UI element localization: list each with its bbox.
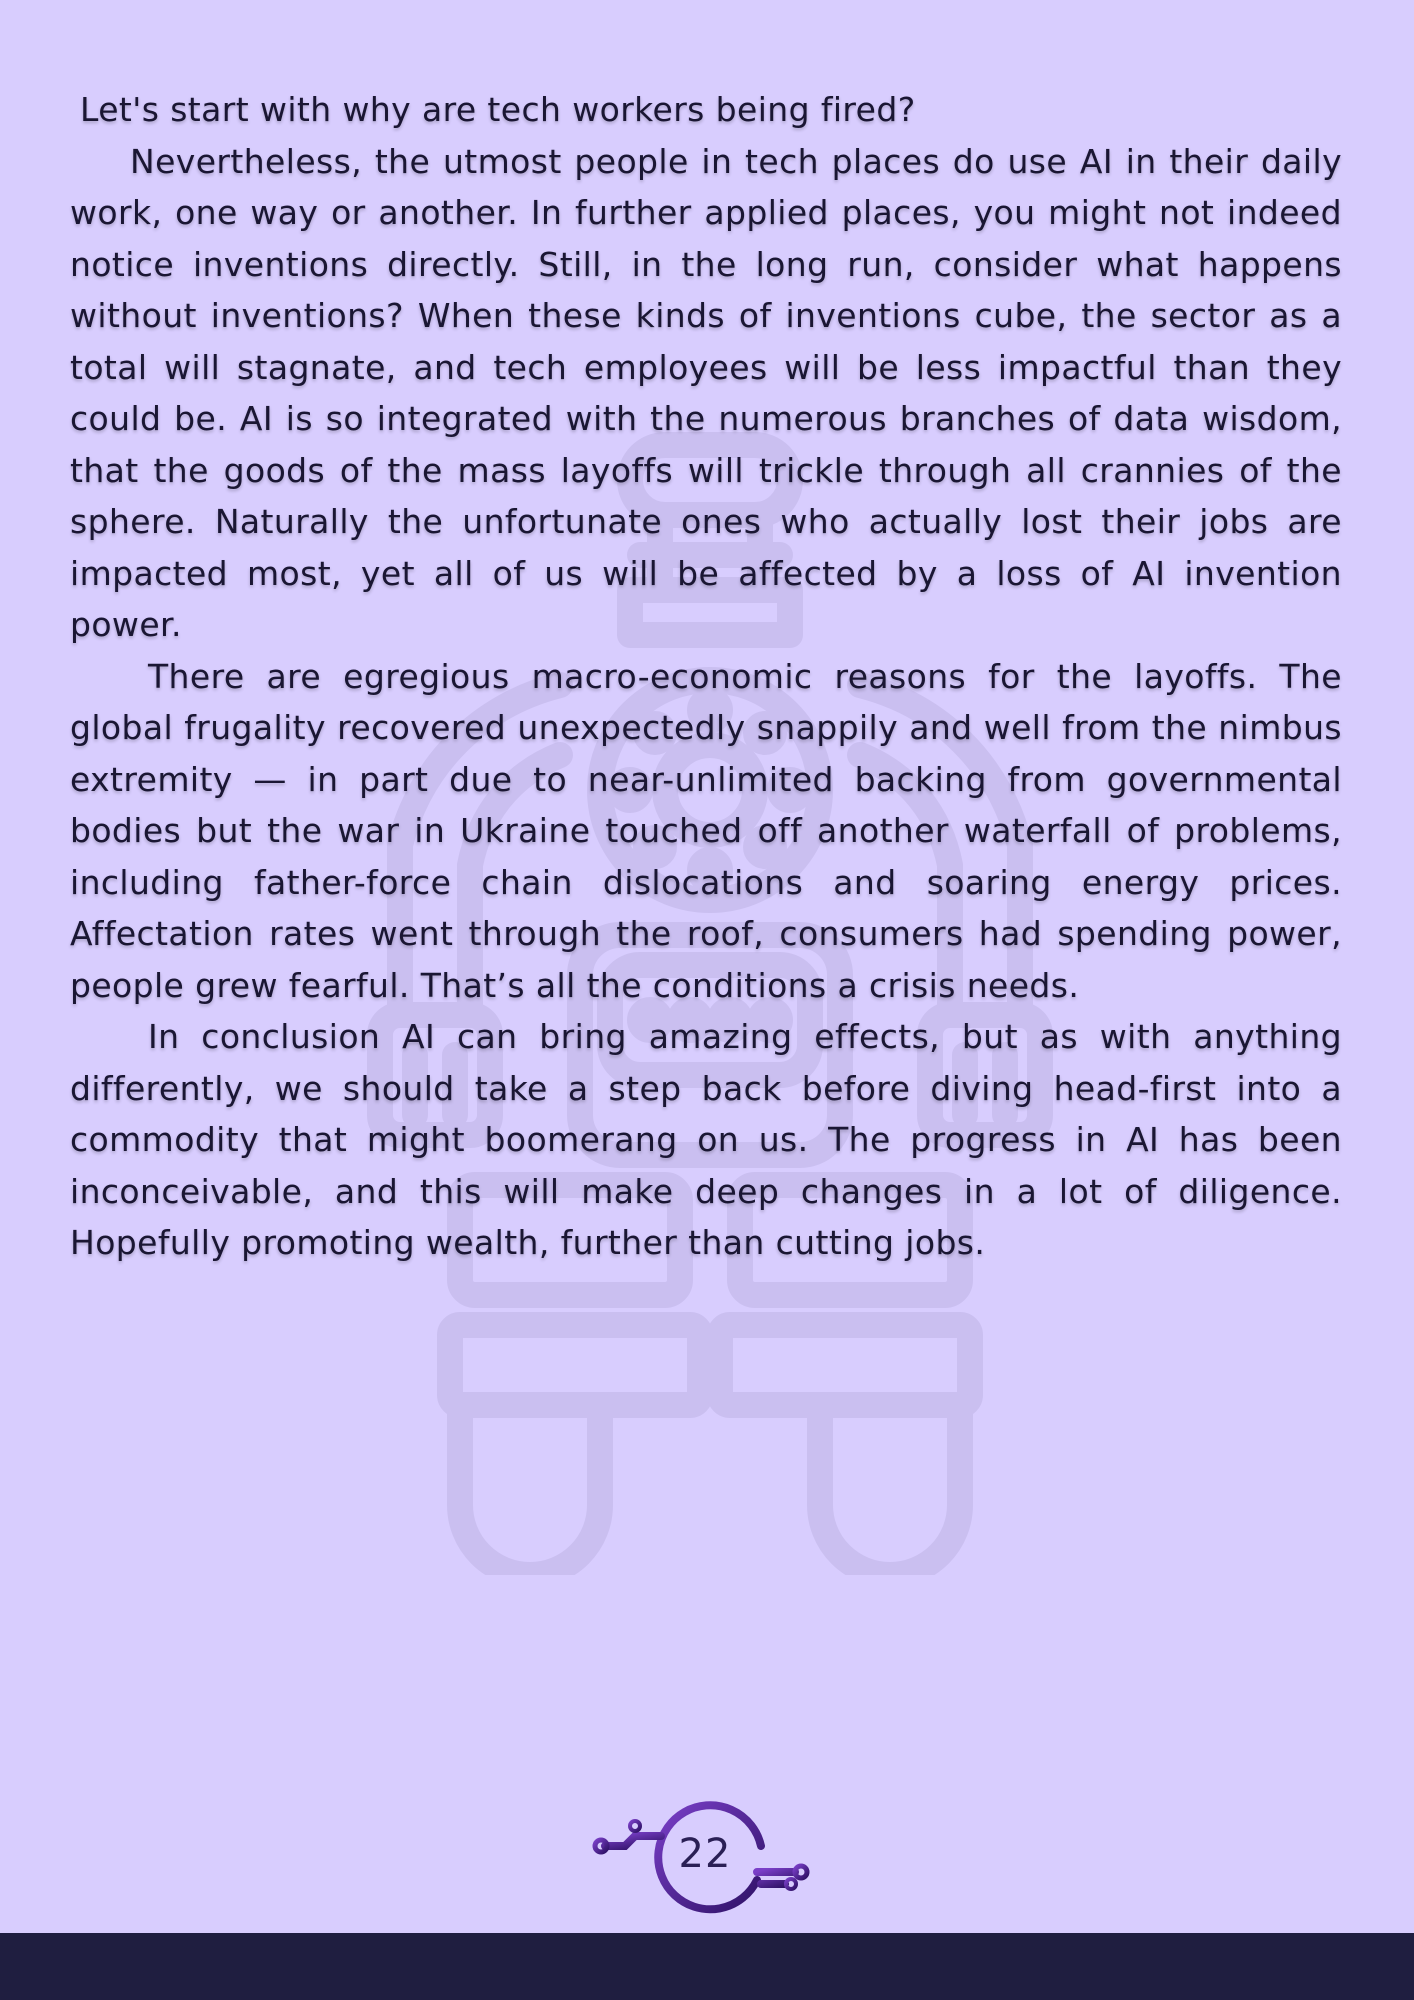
paragraph: Nevertheless, the utmost people in tech places do use AI in their daily work, one way or another. In further applied places, you might not indeed notice inventions directly. Still, in the long run, consider what happens without inventions? When these kinds of inventions cube, the sector as a total will stagnate, and tech employees will be less impactful than they could be. AI is so integrated with the numerous branches of data wisdom, that the goods of the mass layoffs will trickle through all crannies of the sphere. Naturally the unfortunate ones who actually lost their jobs are impacted most, yet all of us will be affected by a loss of AI invention power.	[70, 141, 1342, 644]
section-heading: Let's start with why are tech workers being fired?	[80, 90, 916, 129]
footer-bar	[0, 1933, 1414, 2000]
paragraph: In conclusion AI can bring amazing effects, but as with anything differently, we should take a step back before diving head-first into a commodity that might boomerang on us. The progress in AI has been inconceivable, and this will make deep changes in a lot of diligence. Hopefully promoting wealth, further than cutting jobs.	[70, 1017, 1342, 1262]
article-body	[70, 84, 1342, 1269]
page-number-badge	[585, 1796, 825, 1914]
page-number: 22	[678, 1831, 732, 1877]
paragraph: There are egregious macro-economic reasons for the layoffs. The global frugality recovered unexpectedly snappily and well from the nimbus extremity — in part due to near-unlimited backing from governmental bodies but the war in Ukraine touched off another waterfall of problems, including father-force chain dislocations and soaring energy prices. Affectation rates went through the roof, consumers had spending power, people grew fearful. That’s all the conditions a crisis needs.	[70, 656, 1342, 1005]
